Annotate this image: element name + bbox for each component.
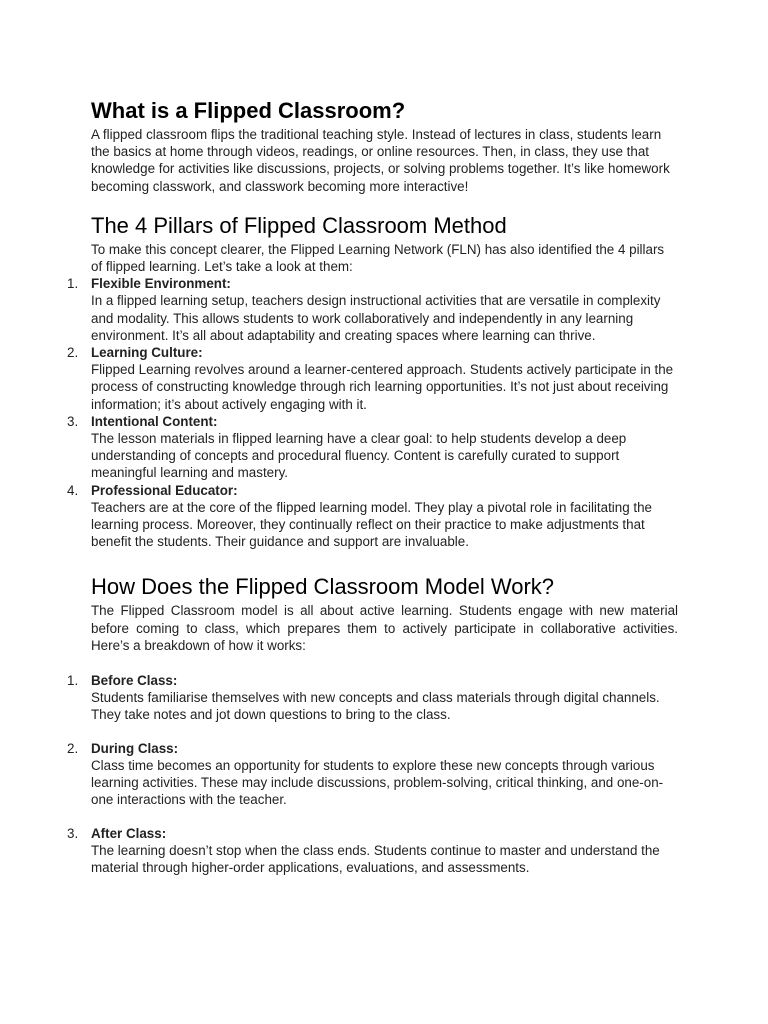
list-item — [67, 275, 678, 344]
list-number: 1. — [67, 673, 79, 689]
list-number: 1. — [67, 276, 79, 292]
list-item-text: The lesson materials in flipped learning have a clear goal: to help students develop a deep understanding of concepts and procedural fluency. Content is carefully curated to support meaningful learning and mastery. — [91, 431, 627, 481]
list-item-text: Class time becomes an opportunity for students to explore these new concepts through various learning activities. These may include discussions, problem-solving, critical thinking, and one-on-one interactions with the teacher. — [91, 757, 664, 808]
list-item-title: After Class: — [91, 825, 167, 841]
list-item-title: Learning Culture: — [91, 345, 203, 361]
list-item — [67, 740, 678, 809]
list-item-text: The learning doesn’t stop when the class ends. Students continue to master and understand the material through higher-order applications, evaluations, and assessments. — [91, 842, 660, 875]
list-number: 4. — [67, 482, 79, 498]
section-paragraph: A flipped classroom flips the traditional teaching style. Instead of lectures in class, students learn the basics at home through videos, readings, or online resources. Then, in class, they use that knowledge for activities like discussions, projects, or solving problems together. It’s like homework becoming classwork, and classwork becoming more interactive! — [91, 127, 670, 194]
list-item-title: During Class: — [91, 740, 179, 756]
list-item-title: Intentional Content: — [91, 413, 218, 429]
list-item-title: Flexible Environment: — [91, 276, 231, 292]
list-item — [67, 482, 678, 551]
list-item — [67, 344, 678, 413]
list-number: 2. — [67, 345, 79, 361]
document-content — [67, 96, 678, 876]
list-item-text: Students familiarise themselves with new concepts and class materials through digital channels. They take notes and jot down questions to bring to the class. — [91, 690, 660, 723]
section-four-pillars — [67, 211, 678, 551]
list-item — [67, 825, 678, 877]
list-item — [67, 672, 678, 724]
section-heading: The 4 Pillars of Flipped Classroom Method — [91, 212, 507, 238]
section-how-model-works — [67, 572, 678, 876]
list-item-title: Professional Educator: — [91, 482, 238, 498]
list-item-text: Teachers are at the core of the flipped learning model. They play a pivotal role in facilitating the learning process. Moreover, they continually reflect on their practice to make adjustments that benefit the students. Their guidance and support are invaluable. — [91, 499, 652, 550]
list-number: 3. — [67, 413, 79, 429]
section-what-is-flipped-classroom — [91, 96, 678, 195]
list-item-text: In a flipped learning setup, teachers design instructional activities that are versatile in complexity and modality. This allows students to work collaboratively and independently in any learning environment. It’s all about adaptability and creating spaces where learning can thrive. — [91, 293, 661, 343]
list-item-text: Flipped Learning revolves around a learner-centered approach. Students actively participate in the process of constructing knowledge through rich learning opportunities. It’s not just about receiving information; it’s about actively engaging with it. — [91, 362, 674, 412]
pillars-list — [67, 275, 678, 550]
list-item — [67, 413, 678, 482]
list-number: 3. — [67, 825, 79, 841]
section-heading: How Does the Flipped Classroom Model Work? — [91, 574, 554, 600]
section-intro: The Flipped Classroom model is all about active learning. Students engage with new material before coming to class, which prepares them to actively participate in collaborative activities. Here’s a breakdown of how it works: — [91, 603, 678, 653]
section-intro: To make this concept clearer, the Flipped Learning Network (FLN) has also identified the 4 pillars of flipped learning. Let’s take a look at them: — [91, 241, 665, 275]
steps-list — [67, 672, 678, 876]
list-number: 2. — [67, 740, 79, 756]
list-item-title: Before Class: — [91, 673, 178, 689]
section-heading: What is a Flipped Classroom? — [91, 98, 406, 123]
